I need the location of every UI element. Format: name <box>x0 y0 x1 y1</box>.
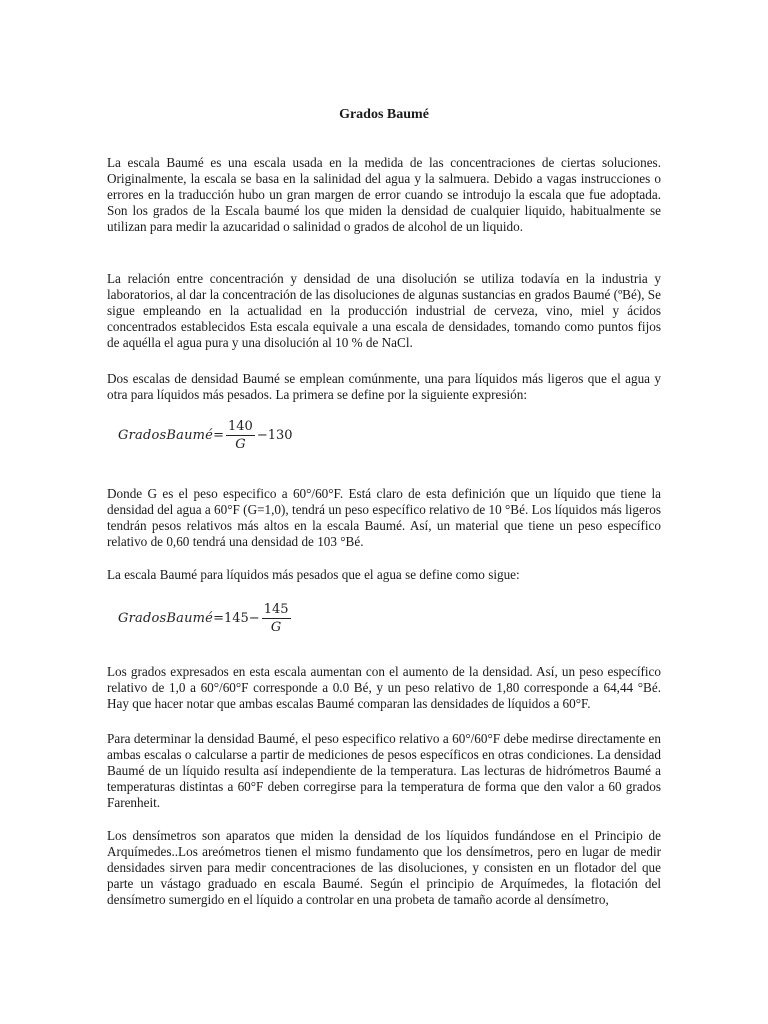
paragraph-concentration: La relación entre concentración y densidad de una disolución se utiliza todavía en la industria y laboratorios, al dar la concentración de las disoluciones de algunas sustancias en grados Baumé (ºBé), Se sigue empleando en la actualidad en la producción industrial de cerveza, vino, miel y ácidos concentrados establecidos Esta escala equivale a una escala de densidades, tomando como puntos fijos de aquélla el agua pura y una disolución al 10 % de NaCl. <box>107 271 661 351</box>
formula-heavy-liquids <box>118 598 293 638</box>
formula-lhs: GradosBaumé <box>118 610 214 626</box>
paragraph-heavy-scale: La escala Baumé para líquidos más pesados que el agua se define como sigue: <box>107 567 520 582</box>
fraction-denominator: G <box>270 619 282 635</box>
formula-tail: −130 <box>256 427 293 443</box>
paragraph-two-scales: Dos escalas de densidad Baumé se emplean comúnmente, una para líquidos más ligeros que el agua y otra para líquidos más pesados. La primera se define por la siguiente expresión: <box>107 371 661 403</box>
formula-light-liquids <box>118 415 293 455</box>
formula-lhs: GradosBaumé <box>118 427 214 443</box>
document-title: Grados Baumé <box>339 107 429 122</box>
paragraph-measurement: Para determinar la densidad Baumé, el peso especifico relativo a 60°/60°F debe medirse directamente en ambas escalas o calcularse a partir de mediciones de pesos específicos en otras condiciones. La densidad Baumé de un líquido resulta así independiente de la temperatura. Las lecturas de hidrómetros Baumé a temperaturas distintas a 60°F deben corregirse para la temperatura de forma que den valor a 60 grados Farenheit. <box>107 731 661 811</box>
paragraph-degrees-increase: Los grados expresados en esta escala aumentan con el aumento de la densidad. Así, un peso específico relativo de 1,0 a 60°/60°F corresponde a 0.0 Bé, y un peso relativo de 1,80 corresponde a 64,44 °Bé. Hay que hacer notar que ambas escalas Baumé comparan las densidades de líquidos a 60°F. <box>107 664 661 712</box>
formula-equals: = <box>213 427 224 443</box>
formula-fraction <box>262 602 291 635</box>
formula-head: 145− <box>223 610 260 626</box>
formula-fraction <box>226 419 255 452</box>
formula-equals: = <box>213 610 224 626</box>
paragraph-intro: La escala Baumé es una escala usada en la medida de las concentraciones de ciertas soluciones. Originalmente, la escala se basa en la salinidad del agua y la salmuera. Debido a vagas instrucciones o errores en la traducción hubo un gran margen de error cuando se introdujo la escala que fue adoptada. Son los grados de la Escala baumé los que miden la densidad de cualquier liquido, habitualmente se utilizan para medir la azucaridad o salinidad o grados de alcohol de un liquido. <box>107 155 661 235</box>
fraction-numerator: 140 <box>227 418 253 434</box>
fraction-denominator: G <box>235 436 246 452</box>
fraction-numerator: 145 <box>263 601 289 617</box>
paragraph-definition-g: Donde G es el peso especifico a 60°/60°F. Está claro de esta definición que un líquido que tiene la densidad del agua a 60°F (G=1,0), tendrá un peso específico relativo de 10 °Bé. Los líquidos más ligeros tendrán pesos relativos más altos en la escala Baumé. Así, un material que tiene un peso específico relativo de 0,60 tendrá una densidad de 103 °Bé. <box>107 486 661 550</box>
paragraph-densimeters: Los densímetros son aparatos que miden la densidad de los líquidos fundándose en el Principio de Arquímedes..Los areómetros tienen el mismo fundamento que los densímetros, pero en lugar de medir densidades sirven para medir concentraciones de las disoluciones, y consisten en un flotador del que parte un vástago graduado en escala Baumé. Según el principio de Arquímedes, la flotación del densímetro sumergido en el líquido a controlar en una probeta de tamaño acorde al densímetro, <box>107 828 661 908</box>
